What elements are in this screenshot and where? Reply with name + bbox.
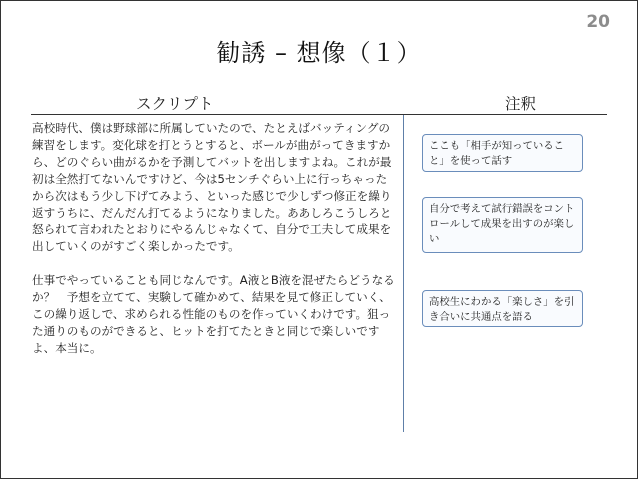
annotation-note: 高校生にわかる「楽しさ」を引き合いに共通点を語る — [422, 290, 583, 327]
annotation-note: ここも「相手が知っていること」を使って話す — [422, 134, 583, 172]
script-text — [32, 120, 396, 374]
header-divider — [31, 114, 607, 115]
script-paragraph: 仕事でやっていることも同じなんです。A液とB液を混ぜたらどうなるか？ 予想を立てて、実験して確かめて、結果を見て修正していく、この繰り返しで、求められる性能のものを作っていくわけです。狙った通りのものができると、ヒットを打てたときと同じで楽しいですよ、本当に。 — [32, 273, 395, 355]
column-divider — [403, 115, 404, 432]
notes-column-header: 注釈 — [505, 95, 537, 113]
slide-title: 勧誘 – 想像（１） — [216, 39, 422, 67]
page-number: 20 — [586, 12, 610, 32]
script-column-header: スクリプト — [136, 95, 214, 113]
script-paragraph: 高校時代、僕は野球部に所属していたので、たとえばバッティングの練習をします。変化球を打とうとすると、ボールが曲がってきますから、どのぐらい曲がるかを予測してバットを出しますよね。これが最初は全然打てないんですけど、今は5センチぐらい上に行っちゃったから次はもう少し下げてみよう、といった感じで少しずつ修正を繰り返すうちに、だんだん打てるようになりました。ああしろこうしろと怒られて言われたとおりにやるんじゃなくて、自分で工夫して成果を出していくのがすごく楽しかったです。 — [32, 121, 392, 254]
annotation-note: 自分で考えて試行錯誤をコントロールして成果を出すのが楽しい — [422, 197, 583, 253]
